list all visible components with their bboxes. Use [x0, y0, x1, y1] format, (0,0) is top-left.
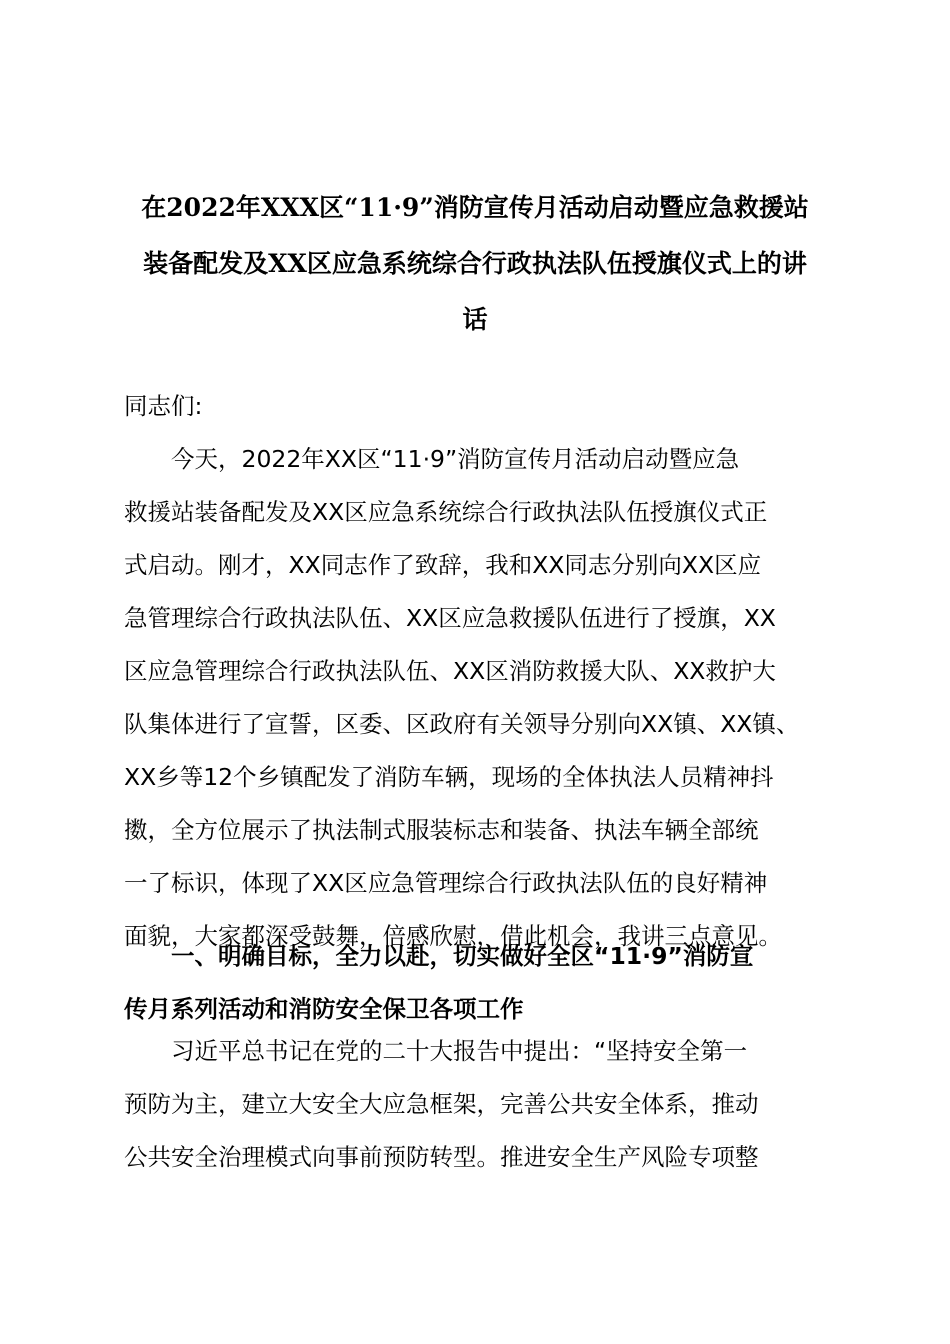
paragraph-line: 救援站装备配发及XX区应急系统综合行政执法队伍授旗仪式正	[124, 498, 768, 526]
paragraph-line: 擞，全方位展示了执法制式服装标志和装备、执法车辆全部统	[124, 816, 759, 844]
paragraph-line: 预防为主，建立大安全大应急框架，完善公共安全体系，推动	[124, 1090, 759, 1118]
title-line: 话	[462, 305, 488, 334]
paragraph-line: 式启动。刚才，XX同志作了致辞，我和XX同志分别向XX区应	[124, 551, 762, 579]
paragraph-line: 今天，2022年XX区“11·9”消防宣传月活动启动暨应急	[171, 445, 740, 473]
paragraph-line: XX乡等12个乡镇配发了消防车辆，现场的全体执法人员精神抖	[124, 763, 774, 791]
paragraph-1	[124, 433, 834, 963]
salutation	[124, 380, 834, 433]
paragraph-line: 习近平总书记在党的二十大报告中提出：“坚持安全第一	[171, 1037, 748, 1065]
document-title	[110, 180, 840, 348]
section-heading-1	[124, 930, 834, 1036]
paragraph-line: 队集体进行了宣誓，区委、区政府有关领导分别向XX镇、XX镇、	[124, 710, 800, 738]
title-line: 在2022年XXX区“11·9”消防宣传月活动启动暨应急救援站	[141, 193, 809, 222]
heading-line: 传月系列活动和消防安全保卫各项工作	[124, 995, 524, 1023]
salutation-text: 同志们:	[124, 392, 203, 420]
paragraph-line: 公共安全治理模式向事前预防转型。推进安全生产风险专项整	[124, 1143, 759, 1171]
title-line: 装备配发及XX区应急系统综合行政执法队伍授旗仪式上的讲	[143, 249, 807, 278]
paragraph-2	[124, 1025, 834, 1184]
paragraph-line: 面貌，大家都深受鼓舞，倍感欣慰，借此机会，我讲三点意见。	[124, 922, 782, 950]
paragraph-line: 区应急管理综合行政执法队伍、XX区消防救援大队、XX救护大	[124, 657, 776, 685]
paragraph-line: 急管理综合行政执法队伍、XX区应急救援队伍进行了授旗，XX	[124, 604, 776, 632]
heading-line: 一、明确目标，全力以赴，切实做好全区“11·9”消防宣	[171, 942, 754, 970]
paragraph-line: 一了标识，体现了XX区应急管理综合行政执法队伍的良好精神	[124, 869, 768, 897]
